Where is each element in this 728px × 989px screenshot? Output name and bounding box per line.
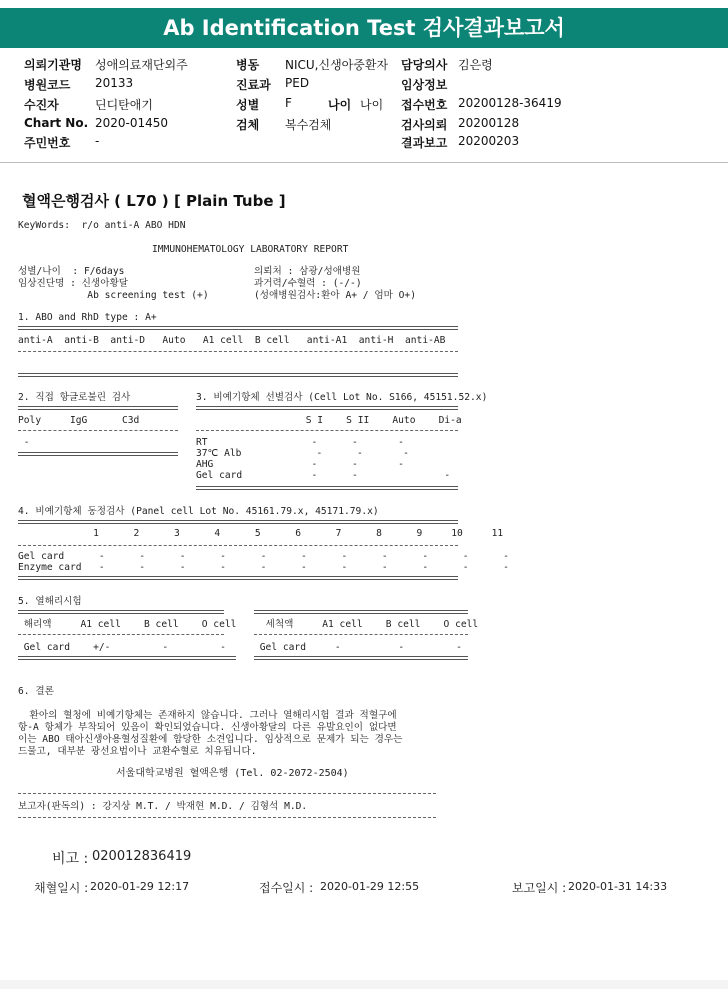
report-date-value: 20200203 [458, 134, 520, 148]
screening-rows: RT - - - 37℃ Alb - - - AHG - - - Gel card - - - [196, 437, 451, 481]
receive-value: 2020-01-29 12:55 [320, 880, 420, 893]
dat-top-rule [18, 406, 178, 410]
age-label: 나이 [328, 98, 352, 112]
conclusion-title: 6. 결론 [18, 686, 54, 697]
lab-contact: 서울대학교병원 혈액은행 (Tel. 02-2072-2504) [116, 768, 349, 779]
code-label: 병원코드 [24, 78, 71, 92]
collector-label: 수진자 [24, 98, 59, 112]
elution-right-mid-rule [254, 634, 468, 635]
hospital-label: 의뢰기관명 [24, 58, 82, 72]
patient-history: 과거력/수혈력 : (-/-) [254, 278, 362, 289]
chart-value: 2020-01450 [95, 116, 169, 130]
reporter-bottom-rule [18, 817, 436, 818]
screening-title: 3. 비예기항체 선별검사 (Cell Lot No. S166, 45151.52.x) [196, 392, 488, 403]
rrn-label: 주민번호 [24, 136, 71, 150]
abo-header: anti-A anti-B anti-D Auto A1 cell B cell anti-A1 anti-H anti-AB [18, 335, 446, 346]
dat-mid-rule [18, 430, 178, 431]
specimen-label: 검체 [236, 118, 260, 132]
patient-note: (성애병원검사:환아 A+ / 엄마 O+) [254, 290, 416, 301]
dat-title: 2. 직접 항글로불린 검사 [18, 392, 131, 403]
doctor-value: 김은령 [458, 58, 493, 72]
sex-label: 성별 [236, 98, 260, 112]
conclusion-text: 환아의 혈청에 비예기항체는 존재하지 않습니다. 그러나 열해리시험 결과 적혈구에 항-A 항체가 부착되어 있음이 확인되었습니다. 신생아황달의 다른 유발요인이 없다면 이는 ABO 태아신생아용혈성질환에 합당한 소견입니다. 임상적으로 문제가 되는 경우는 드물고, 대부분 광선요법이나 교환수혈로 치유됩니다. [18, 710, 403, 757]
elution-right-header: 세척액 A1 cell B cell O cell [254, 619, 479, 630]
rrn-value: - [95, 134, 100, 148]
reporters: 보고자(판독의) : 강지상 M.T. / 박재현 M.D. / 김형석 M.D. [18, 801, 308, 812]
screening-top-rule [196, 406, 458, 410]
panel-header: 1 2 3 4 5 6 7 8 9 10 11 [18, 528, 504, 539]
screening-bottom-rule [196, 486, 458, 490]
sex-value: F [285, 96, 292, 110]
abo-mid-rule [18, 351, 458, 352]
elution-right-top-rule [254, 610, 468, 614]
accession-value: 20200128-36419 [458, 96, 562, 110]
panel-bottom-rule [18, 576, 458, 580]
ward-value: NICU,신생아중환자 [285, 58, 389, 72]
age-value: 나이 [360, 98, 384, 112]
elution-left-mid-rule [18, 634, 224, 635]
panel-title: 4. 비예기항체 동정검사 (Panel cell Lot No. 45161.79.x, 45171.79.x) [18, 506, 379, 517]
dat-row: - [18, 437, 30, 448]
ward-label: 병동 [236, 58, 260, 72]
panel-mid-rule [18, 545, 458, 546]
screening-header: S I S II Auto Di-a [196, 415, 462, 426]
specimen-value: 복수검체 [285, 118, 332, 132]
dat-header: Poly IgG C3d [18, 415, 140, 426]
elution-right-bottom-rule [254, 656, 468, 660]
dept-value: PED [285, 76, 310, 90]
abo-bottom-rule [18, 373, 458, 377]
abo-title: 1. ABO and RhD type : A+ [18, 312, 157, 323]
remark-value: 020012836419 [92, 849, 192, 864]
elution-left-top-rule [18, 610, 224, 614]
elution-left-bottom-rule [18, 656, 236, 660]
collect-value: 2020-01-29 12:17 [90, 880, 190, 893]
patient-diagnosis: 임상진단명 : 신생아황달 [18, 278, 129, 289]
remark-label: 비고 : [52, 851, 89, 867]
reporter-top-rule [18, 793, 436, 794]
panel-top-rule [18, 520, 458, 524]
patient-screening: Ab screening test (+) [18, 290, 209, 301]
lab-report-title: IMMUNOHEMATOLOGY LABORATORY REPORT [152, 244, 349, 255]
patient-referrer: 의뢰처 : 삼광/성애병원 [254, 266, 361, 277]
collector-value: 딘디탄애기 [95, 98, 153, 112]
code-value: 20133 [95, 76, 134, 90]
patient-sex-age: 성별/나이 : F/6days [18, 266, 125, 277]
report-title: Ab Identification Test 검사결과보고서 [0, 8, 728, 48]
abo-top-rule [18, 326, 458, 330]
elution-right-row: Gel card - - - [254, 642, 462, 653]
request-value: 20200128 [458, 116, 520, 130]
dat-bottom-rule [18, 452, 178, 456]
section-title: 혈액은행검사 ( L70 ) [ Plain Tube ] [22, 192, 286, 210]
report-date-label: 결과보고 [401, 136, 448, 150]
keywords: KeyWords: r/o anti-A ABO HDN [18, 220, 186, 231]
header-divider [0, 162, 728, 163]
panel-rows: Gel card - - - - - - - - - - - Enzyme card - - - - - - - - - - - [18, 551, 509, 573]
report-time-value: 2020-01-31 14:33 [568, 880, 668, 893]
accession-label: 접수번호 [401, 98, 448, 112]
elution-left-header: 해리액 A1 cell B cell O cell [18, 619, 237, 630]
receive-label: 접수일시 : [259, 881, 314, 895]
doctor-label: 담당의사 [401, 58, 448, 72]
report-time-label: 보고일시 : [512, 881, 567, 895]
request-label: 검사의뢰 [401, 118, 448, 132]
clinical-label: 임상정보 [401, 78, 448, 92]
chart-label: Chart No. [24, 116, 89, 130]
elution-left-row: Gel card +/- - - [18, 642, 226, 653]
elution-title: 5. 열해리시험 [18, 596, 82, 607]
screening-mid-rule [196, 430, 458, 431]
dept-label: 진료과 [236, 78, 271, 92]
hospital-value: 성애의료재단외주 [95, 58, 188, 72]
collect-label: 채혈일시 : [34, 881, 89, 895]
